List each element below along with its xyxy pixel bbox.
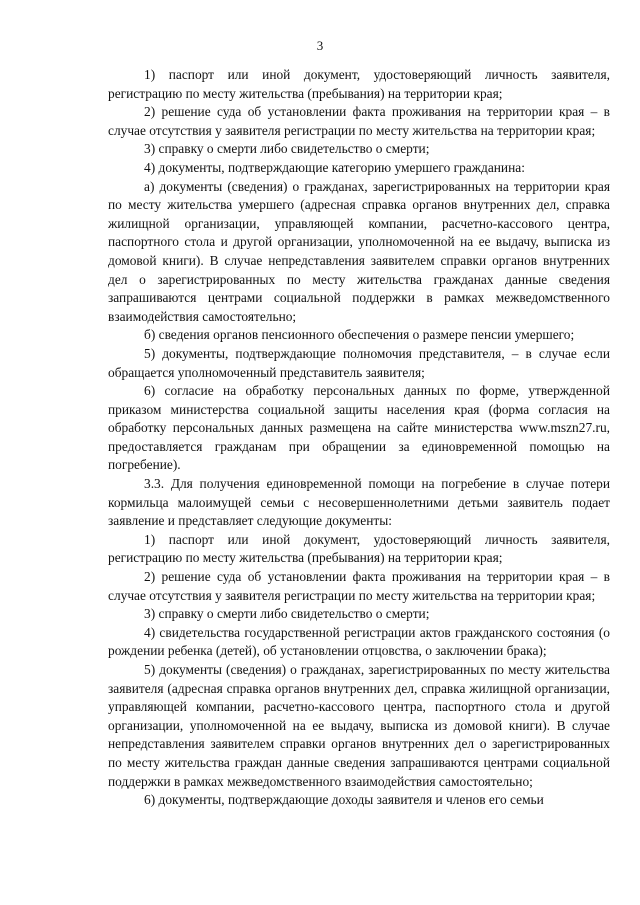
paragraph: 1) паспорт или иной документ, удостоверяющий личность заявителя, регистрацию по месту жительства (пребывания) на территории края; [108, 531, 610, 566]
paragraph: а) документы (сведения) о гражданах, зарегистрированных на территории края по месту жительства умершего (адресная справка органов внутренних дел, справка жилищной организации, управляющей компании, расчетно-кассового центра, паспортного стола и другой организации, уполномоченной на ее выдачу, выписка из домовой книги). В случае непредставления заявителем справки органов внутренних дел о зарегистрированных по месту жительства гражданах данные сведения запрашиваются центрами социальной поддержки в рамках межведомственного взаимодействия самостоятельно; [108, 178, 610, 324]
page-number: 3 [316, 38, 324, 53]
paragraph: 3) справку о смерти либо свидетельство о смерти; [144, 141, 430, 157]
paragraph: 4) документы, подтверждающие категорию умершего гражданина: [144, 159, 525, 175]
paragraph: 2) решение суда об установлении факта проживания на территории края – в случае отсутствия у заявителя регистрации по месту жительства на территории края; [108, 569, 610, 603]
document-body [108, 66, 610, 810]
section-paragraph: 3.3. Для получения единовременной помощи на погребение в случае потери кормильца малоимущей семьи с несовершеннолетними детьми заявитель подает заявление и представляет следующие документы: [108, 476, 610, 529]
paragraph: 6) документы, подтверждающие доходы заявителя и членов его семьи [144, 792, 544, 808]
paragraph: 5) документы (сведения) о гражданах, зарегистрированных по месту жительства заявителя (адресная справка органов внутренних дел, справка жилищной организации, управляющей компании, расчетно-кассового центра, паспортного стола и другой организации, уполномоченной на ее выдачу, выписка из домовой книги). В случае непредставления заявителем справки органов внутренних дел о зарегистрированных по месту жительства граждан данные сведения запрашиваются центрами социальной поддержки в рамках межведомственного взаимодействия самостоятельно; [108, 662, 610, 789]
paragraph: 2) решение суда об установлении факта проживания на территории края – в случае отсутствия у заявителя регистрации по месту жительства на территории края; [108, 104, 610, 138]
paragraph: б) сведения органов пенсионного обеспечения о размере пенсии умершего; [144, 327, 575, 343]
paragraph: 3) справку о смерти либо свидетельство о смерти; [144, 606, 430, 622]
paragraph: 4) свидетельства государственной регистрации актов гражданского состояния (о рождении ребенка (детей), об установлении отцовства, о заключении брака); [108, 624, 610, 659]
paragraph: 1) паспорт или иной документ, удостоверяющий личность заявителя, регистрацию по месту жительства (пребывания) на территории края; [108, 67, 610, 101]
paragraph: 5) документы, подтверждающие полномочия представителя, – в случае если обращается уполномоченный представитель заявителя; [108, 345, 610, 380]
paragraph: 6) согласие на обработку персональных данных по форме, утвержденной приказом министерства социальной защиты населения края (форма согласия на обработку персональных данных размещена на сайте министерства www.mszn27.ru, предоставляется гражданам при обращении за единовременной помощью на погребение). [108, 383, 610, 473]
